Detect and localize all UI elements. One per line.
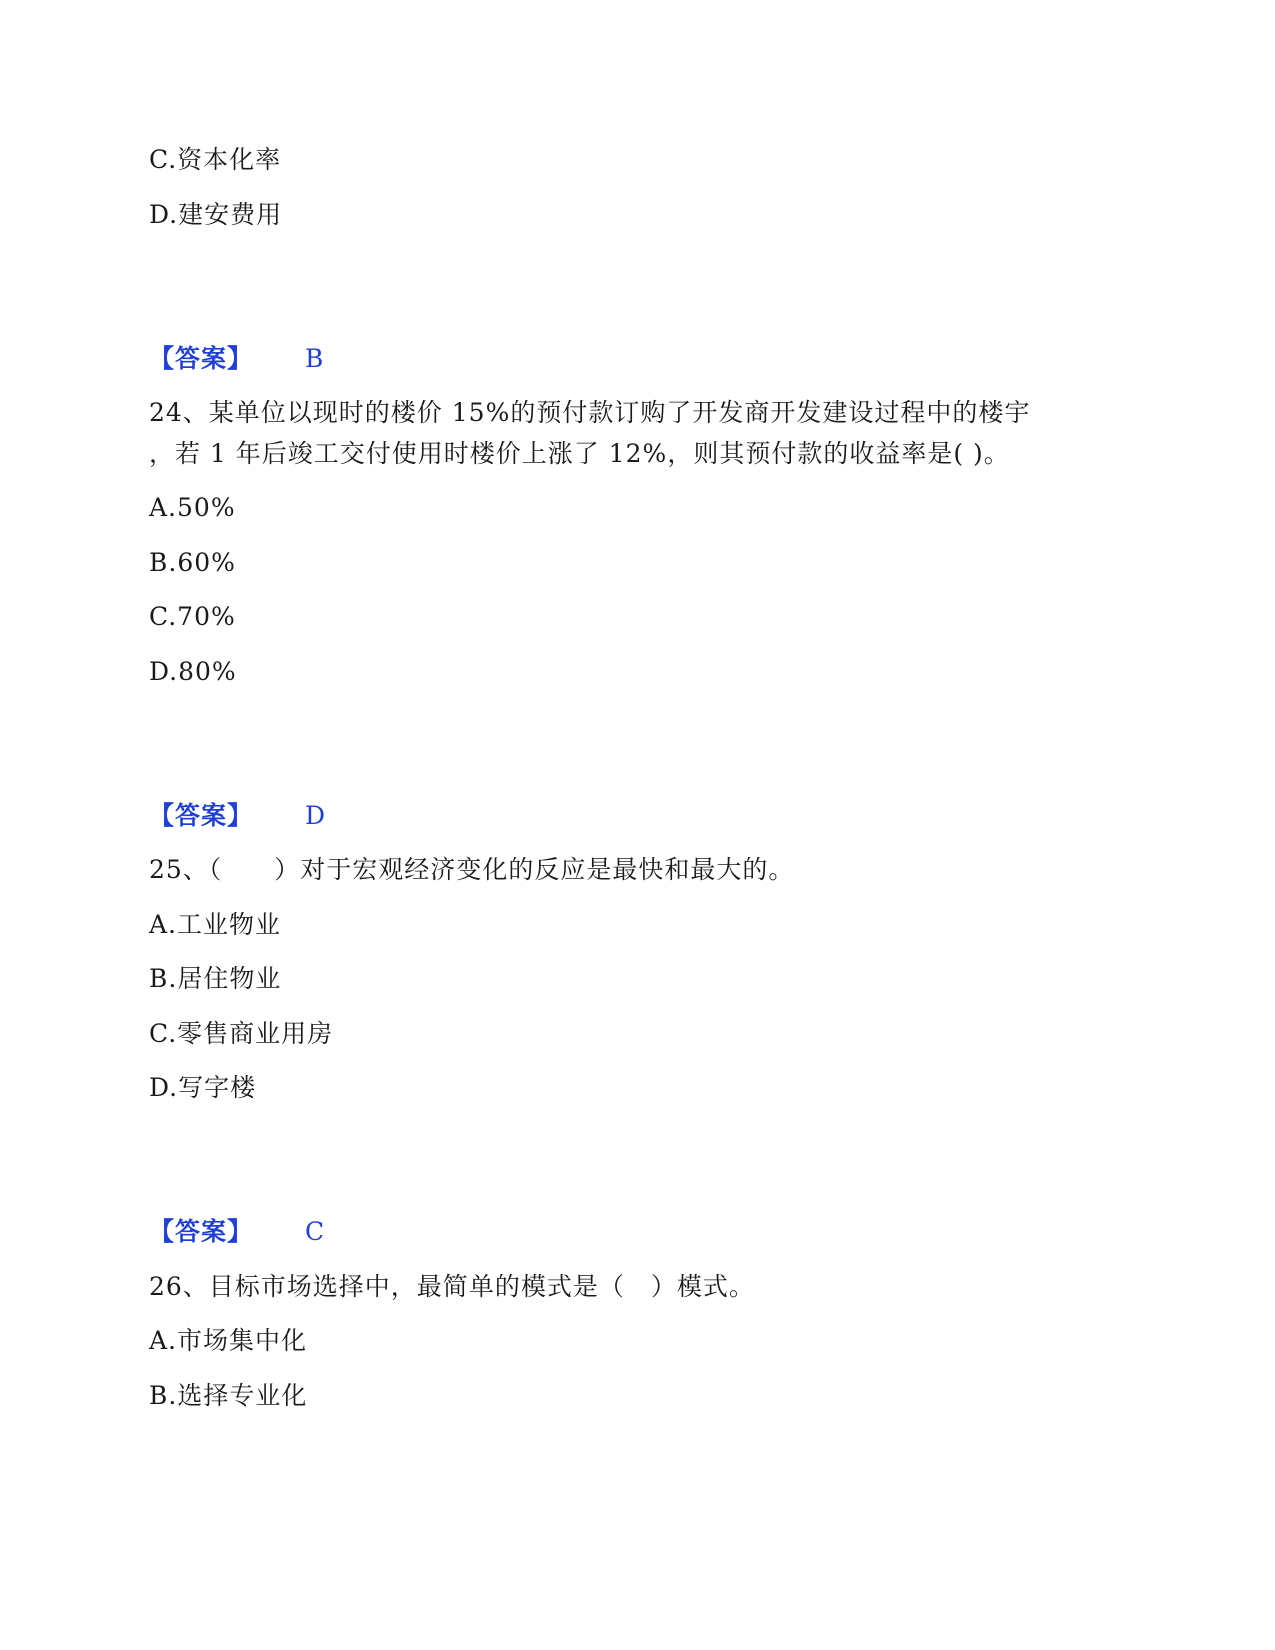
answer-25 (149, 1215, 324, 1249)
q26-stem: 26、目标市场选择中，最简单的模式是（ ）模式。 (149, 1272, 755, 1301)
q25-option-d: D.写字楼 (149, 1073, 257, 1102)
q25-option-c: C.零售商业用房 (149, 1019, 334, 1048)
answer-label: 【答案】 (149, 1217, 254, 1246)
q24-option-b: B.60% (149, 548, 236, 577)
q26-option-a: A.市场集中化 (149, 1326, 308, 1355)
q24-stem-line2: ，若 1 年后竣工交付使用时楼价上涨了 12%，则其预付款的收益率是( )。 (149, 439, 1010, 468)
q24-stem-line1: 24、某单位以现时的楼价 15%的预付款订购了开发商开发建设过程中的楼宇 (149, 398, 1031, 427)
q25-option-b: B.居住物业 (149, 964, 282, 993)
answer-label: 【答案】 (149, 801, 254, 830)
q23-option-d: D.建安费用 (149, 200, 283, 229)
q24-option-c: C.70% (149, 602, 236, 631)
q24-option-d: D.80% (149, 657, 237, 686)
answer-value: D (305, 801, 326, 830)
answer-label: 【答案】 (149, 344, 254, 373)
answer-23 (149, 342, 323, 376)
q24-option-a: A.50% (149, 493, 236, 522)
q25-stem: 25、（ ）对于宏观经济变化的反应是最快和最大的。 (149, 855, 795, 884)
q25-option-a: A.工业物业 (149, 910, 282, 939)
answer-value: B (305, 344, 324, 373)
q23-option-c: C.资本化率 (149, 145, 282, 174)
q26-option-b: B.选择专业化 (149, 1381, 308, 1410)
answer-value: C (305, 1217, 325, 1246)
answer-24 (149, 799, 325, 833)
